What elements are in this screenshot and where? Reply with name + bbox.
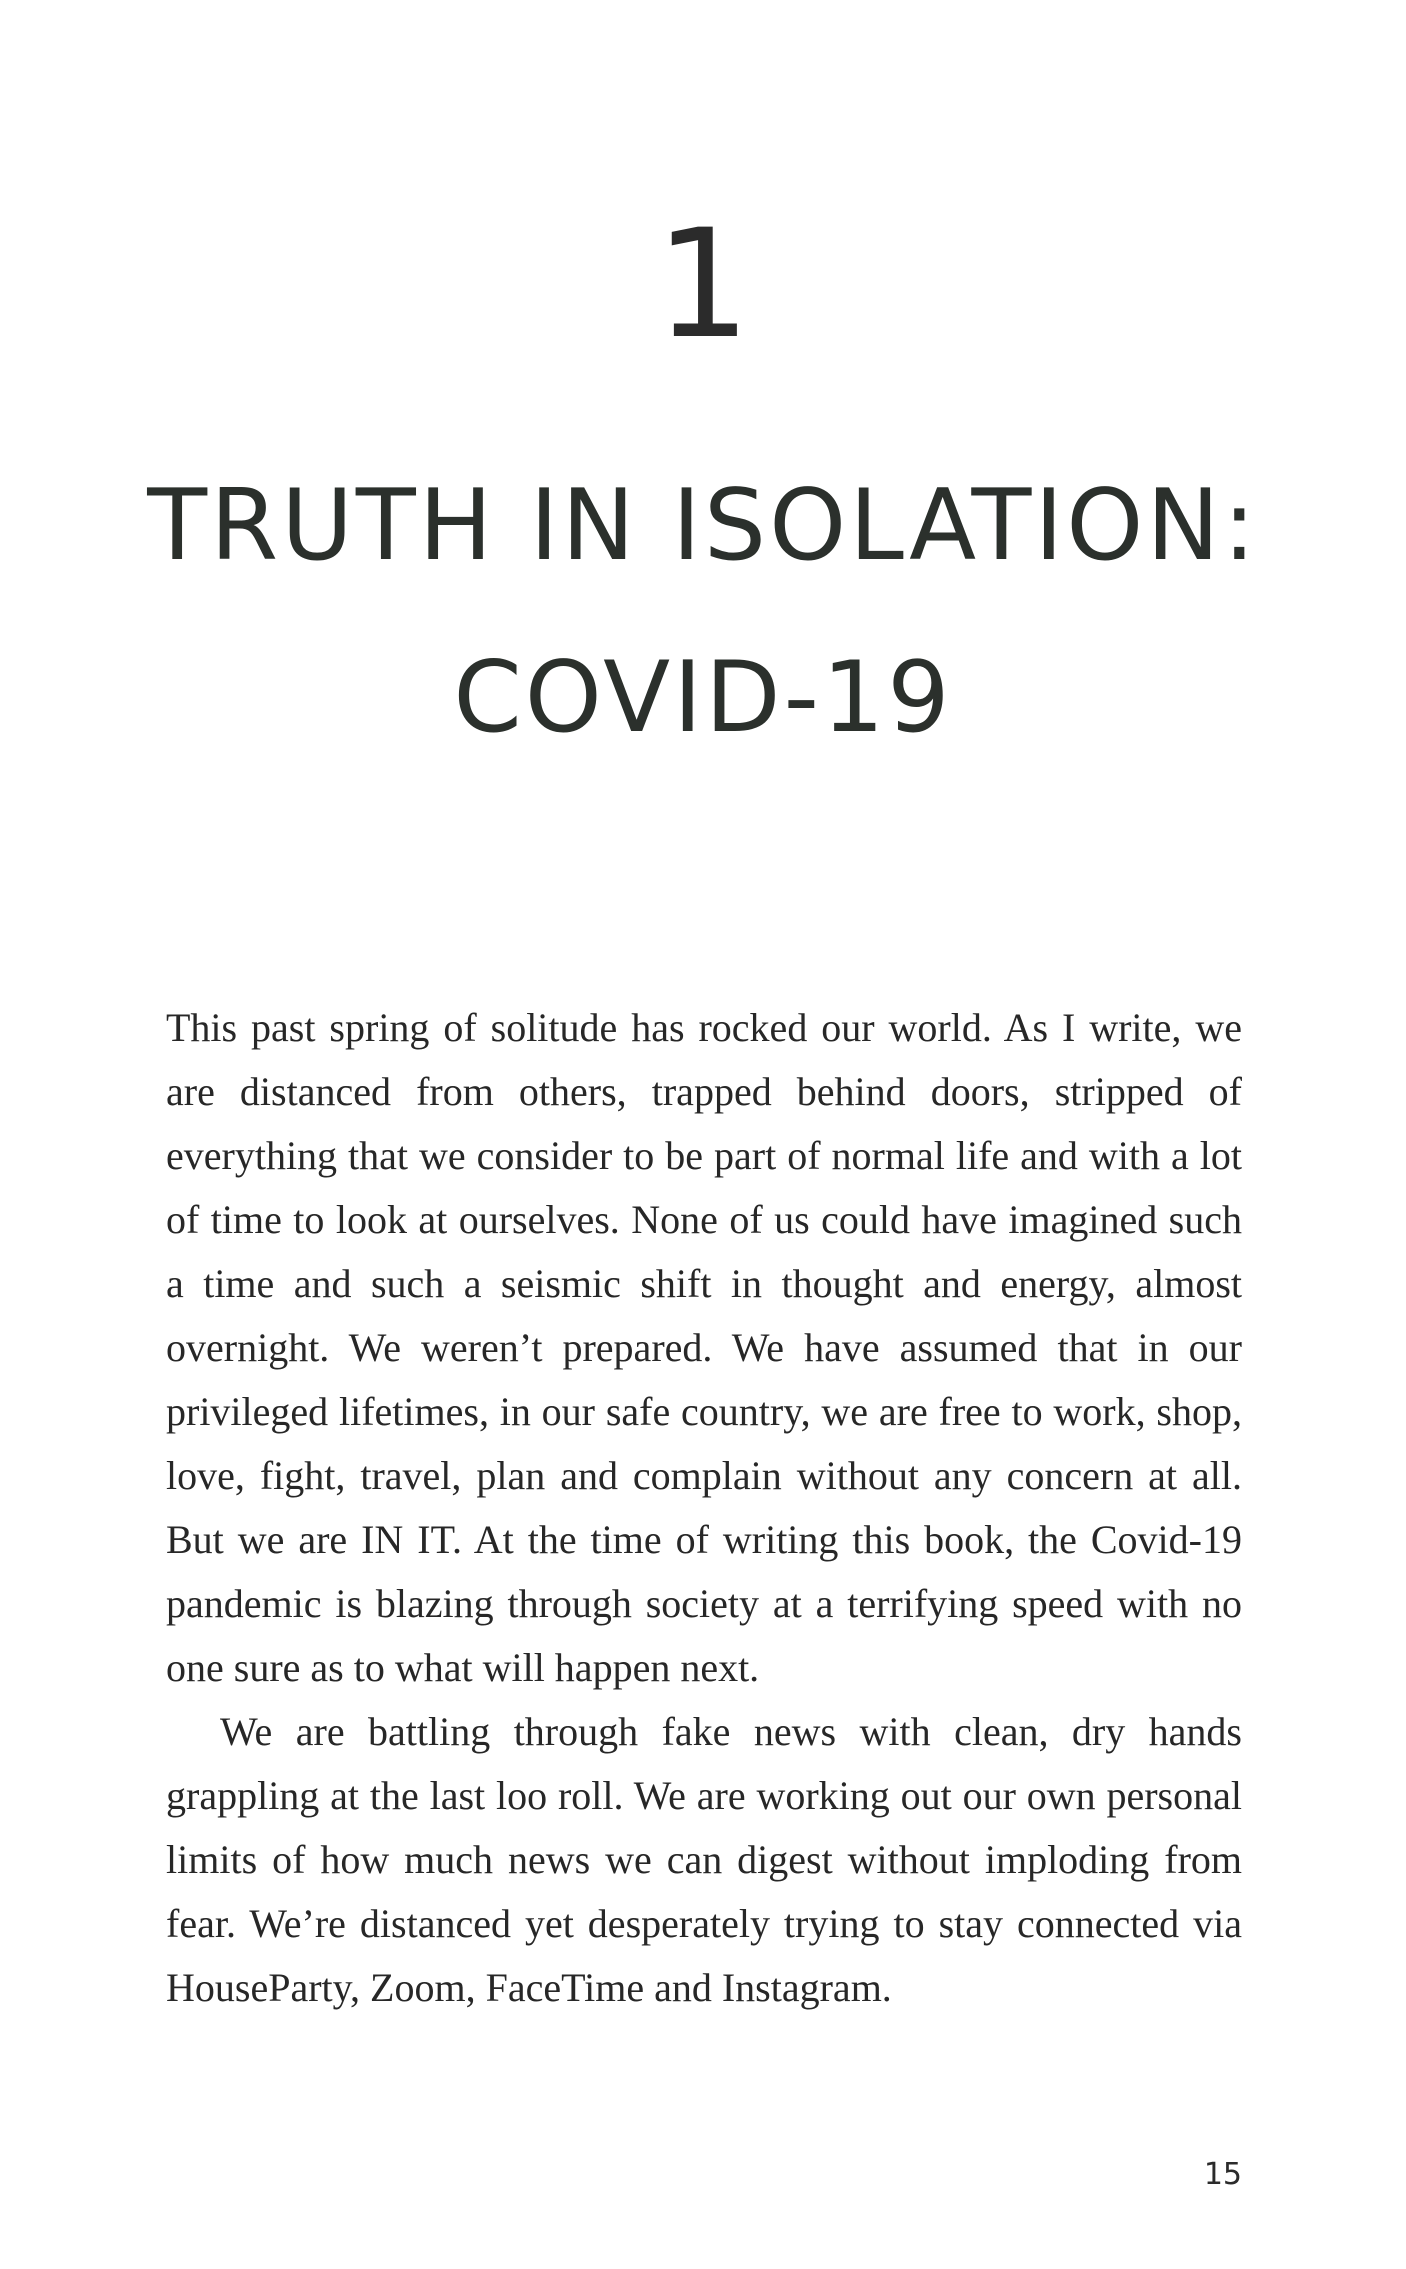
chapter-number: 1 — [655, 198, 751, 372]
paragraph-2: We are battling through fake news with clean, dry hands grappling at the last loo roll. We are working out our own personal limits of how much news we can digest without imploding from fear. We’re distanced yet desperately trying to stay connected via HouseParty, Zoom, FaceTime and Instagram. — [166, 1709, 1242, 2010]
paragraph-1: This past spring of solitude has rocked our world. As I write, we are distanced from others, trapped behind doors, stripped of everything that we consider to be part of normal life and with a lot of time to look at ourselves. None of us could have imagined such a time and such a seismic shift in thought and energy, almost overnight. We weren’t prepared. We have assumed that in our privileged lifetimes, in our safe country, we are free to work, shop, love, fight, travel, plan and complain without any concern at all. But we are IN IT. At the time of writing this book, the Covid-19 pandemic is blazing through society at a terrifying speed with no one sure as to what will happen next. — [166, 1005, 1242, 1690]
chapter-title-line-2: COVID-19 — [453, 641, 953, 755]
chapter-title — [100, 440, 1306, 784]
chapter-title-line-1: TRUTH IN ISOLATION: — [147, 469, 1259, 583]
body-text — [166, 996, 1242, 2020]
page-number: 15 — [1203, 2157, 1242, 2192]
